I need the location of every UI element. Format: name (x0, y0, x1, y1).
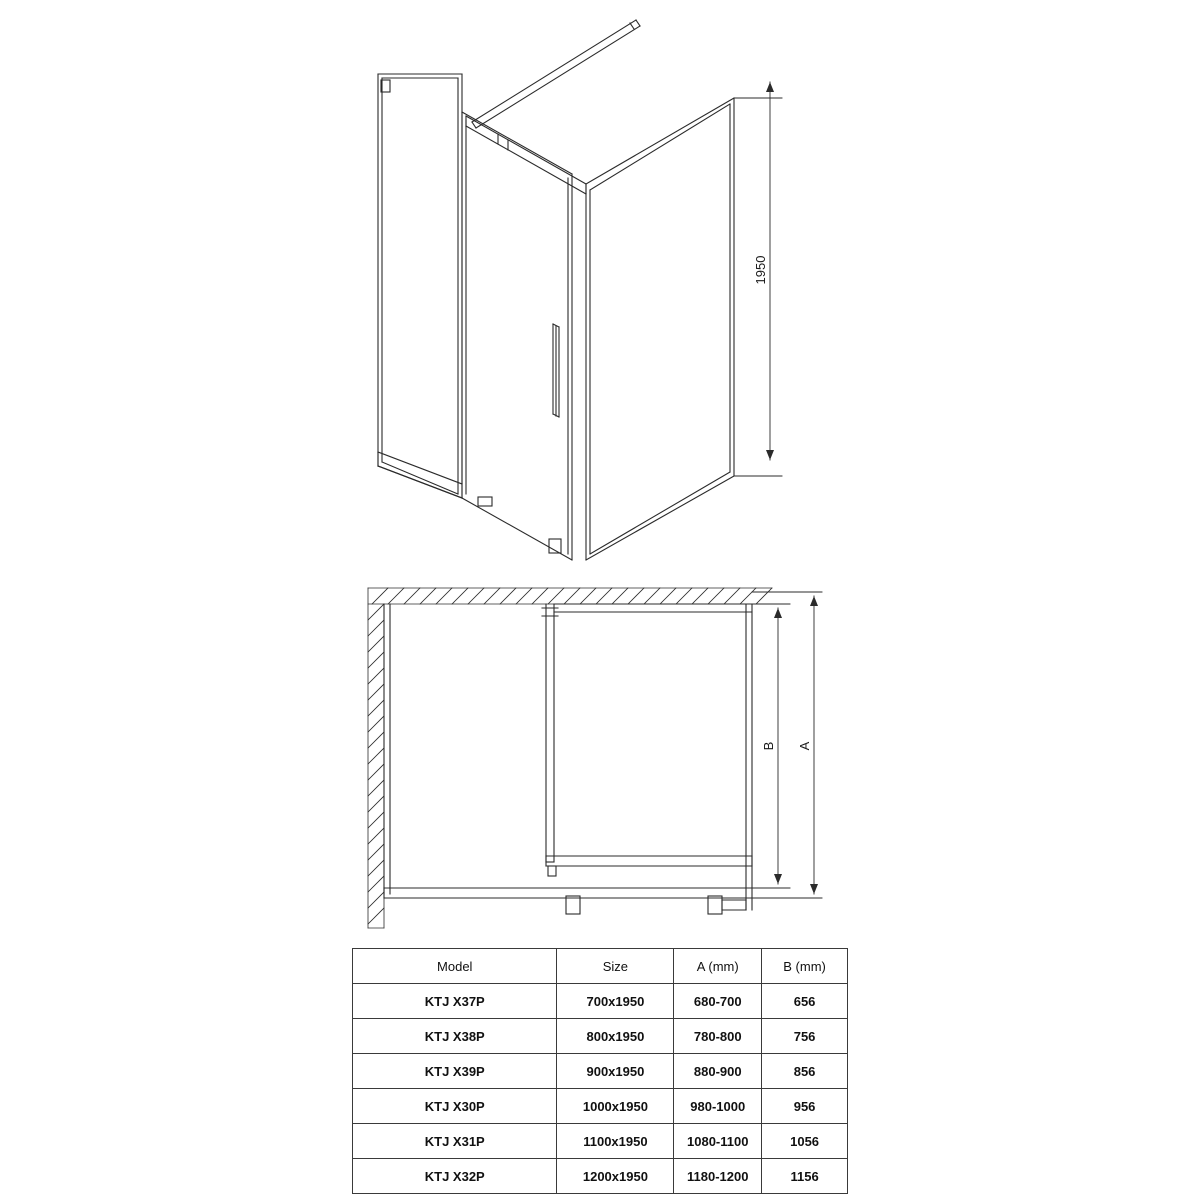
plan-dim-b-label: B (761, 741, 776, 751)
column-header-model: Model (353, 949, 557, 984)
plan-bottom-rail (546, 856, 752, 866)
bottom-left-profile (378, 452, 462, 498)
cell-model: KTJ X37P (353, 984, 557, 1019)
plan-view (368, 588, 822, 928)
back-glass-panel (378, 74, 462, 498)
cell-a: 780-800 (674, 1019, 762, 1054)
cell-b: 1156 (762, 1159, 848, 1194)
top-rail-bar (472, 20, 640, 128)
cell-a: 980-1000 (674, 1089, 762, 1124)
cell-size: 800x1950 (557, 1019, 674, 1054)
table-row (353, 1054, 848, 1089)
elevation-view (378, 20, 782, 560)
cell-a: 1080-1100 (674, 1124, 762, 1159)
side-glass-panel (586, 98, 734, 560)
plan-back-panel (384, 604, 390, 894)
column-header-a: A (mm) (674, 949, 762, 984)
cell-b: 1056 (762, 1124, 848, 1159)
table-row (353, 1089, 848, 1124)
column-header-size: Size (557, 949, 674, 984)
cell-model: KTJ X39P (353, 1054, 557, 1089)
cell-b: 756 (762, 1019, 848, 1054)
elevation-height-label: 1950 (753, 255, 768, 285)
cell-size: 1000x1950 (557, 1089, 674, 1124)
table-row (353, 1124, 848, 1159)
cell-b: 656 (762, 984, 848, 1019)
cell-model: KTJ X31P (353, 1124, 557, 1159)
cell-model: KTJ X30P (353, 1089, 557, 1124)
table-row (353, 984, 848, 1019)
cell-b: 956 (762, 1089, 848, 1124)
cell-a: 880-900 (674, 1054, 762, 1089)
cell-model: KTJ X38P (353, 1019, 557, 1054)
cell-b: 856 (762, 1054, 848, 1089)
column-header-b: B (mm) (762, 949, 848, 984)
plan-dim-a-label: A (797, 741, 812, 751)
table-header-row (353, 949, 848, 984)
model-specification-table (352, 948, 848, 1194)
table-row (353, 1019, 848, 1054)
cell-size: 700x1950 (557, 984, 674, 1019)
plan-side-panel (554, 604, 752, 910)
cell-a: 680-700 (674, 984, 762, 1019)
wall-top (368, 588, 772, 604)
cell-size: 900x1950 (557, 1054, 674, 1089)
cell-size: 1100x1950 (557, 1124, 674, 1159)
cell-size: 1200x1950 (557, 1159, 674, 1194)
door-handle (553, 324, 559, 417)
door-bottom-guides (478, 497, 561, 553)
plan-top-profile (542, 604, 558, 862)
cell-a: 1180-1200 (674, 1159, 762, 1194)
wall-left (368, 588, 384, 928)
cell-model: KTJ X32P (353, 1159, 557, 1194)
table-row (353, 1159, 848, 1194)
